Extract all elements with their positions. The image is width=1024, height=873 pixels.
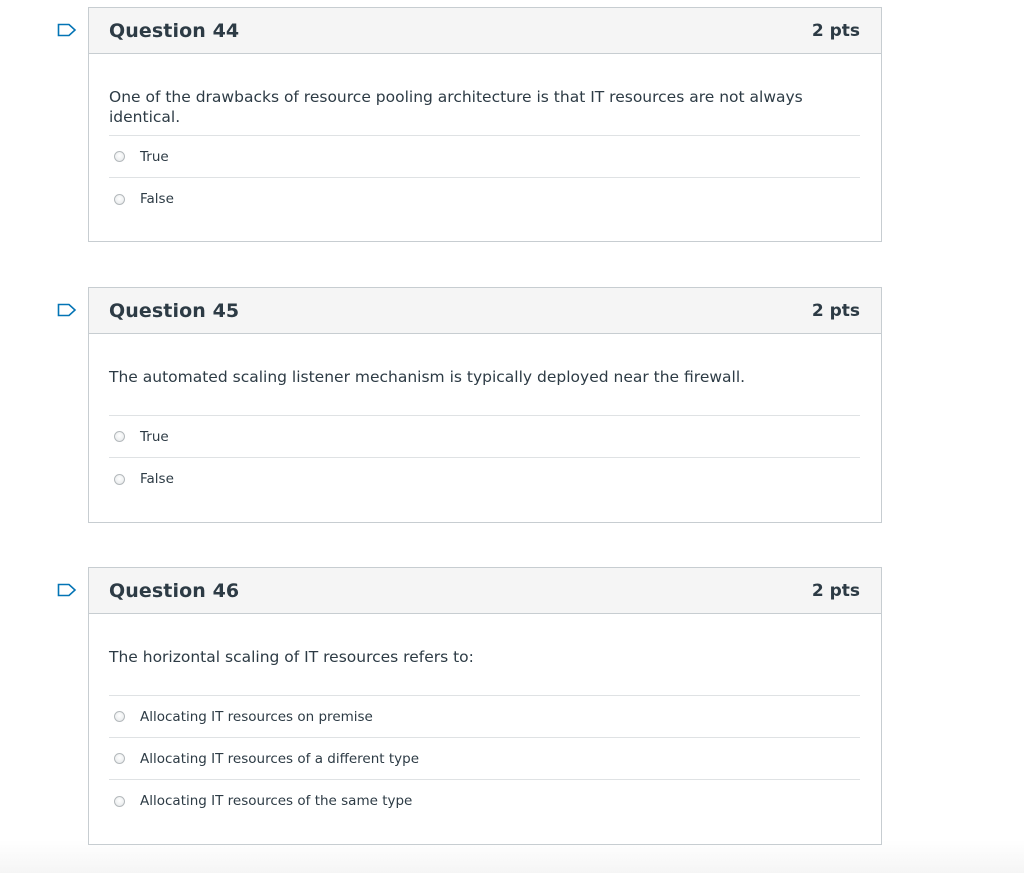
answer-option-true[interactable] <box>109 416 860 458</box>
answer-option-same-type[interactable] <box>109 780 860 822</box>
question-text: The automated scaling listener mechanism is typically deployed near the firewall. <box>109 368 746 386</box>
question-header <box>89 288 881 334</box>
question-points: 2 pts <box>811 300 860 321</box>
question-body <box>89 54 881 220</box>
radio-button[interactable] <box>114 431 125 442</box>
question-title: Question 44 <box>109 19 240 42</box>
radio-button[interactable] <box>114 796 125 807</box>
question-card-46 <box>88 567 882 845</box>
answer-label[interactable]: Allocating IT resources of a different type <box>140 750 420 767</box>
answer-list <box>109 135 860 220</box>
question-title: Question 46 <box>109 579 240 602</box>
question-card-44 <box>88 7 882 242</box>
radio-button[interactable] <box>114 711 125 722</box>
answer-label[interactable]: False <box>140 471 174 487</box>
answer-option-false[interactable] <box>109 458 860 500</box>
answer-label[interactable]: False <box>140 191 174 207</box>
answer-label[interactable]: True <box>140 148 169 165</box>
question-body <box>89 614 881 822</box>
question-header <box>89 568 881 614</box>
question-points: 2 pts <box>811 20 860 41</box>
flag-question-icon[interactable] <box>57 23 77 37</box>
question-text: The horizontal scaling of IT resources refers to: <box>109 648 474 666</box>
radio-button[interactable] <box>114 194 125 205</box>
question-body <box>89 334 881 500</box>
flag-question-icon[interactable] <box>57 303 77 317</box>
radio-button[interactable] <box>114 753 125 764</box>
question-title: Question 45 <box>109 299 240 322</box>
radio-button[interactable] <box>114 151 125 162</box>
question-card-45 <box>88 287 882 523</box>
radio-button[interactable] <box>114 474 125 485</box>
flag-question-icon[interactable] <box>57 583 77 597</box>
answer-list <box>109 695 860 822</box>
answer-option-different-type[interactable] <box>109 738 860 780</box>
answer-option-true[interactable] <box>109 136 860 178</box>
answer-option-on-premise[interactable] <box>109 696 860 738</box>
question-points: 2 pts <box>811 580 860 601</box>
answer-label[interactable]: True <box>140 428 169 445</box>
answer-option-false[interactable] <box>109 178 860 220</box>
question-header <box>89 8 881 54</box>
answer-label[interactable]: Allocating IT resources of the same type <box>140 793 413 809</box>
answer-label[interactable]: Allocating IT resources on premise <box>140 708 373 725</box>
question-text: One of the drawbacks of resource pooling architecture is that IT resources are not always identical. <box>109 88 803 126</box>
answer-list <box>109 415 860 500</box>
